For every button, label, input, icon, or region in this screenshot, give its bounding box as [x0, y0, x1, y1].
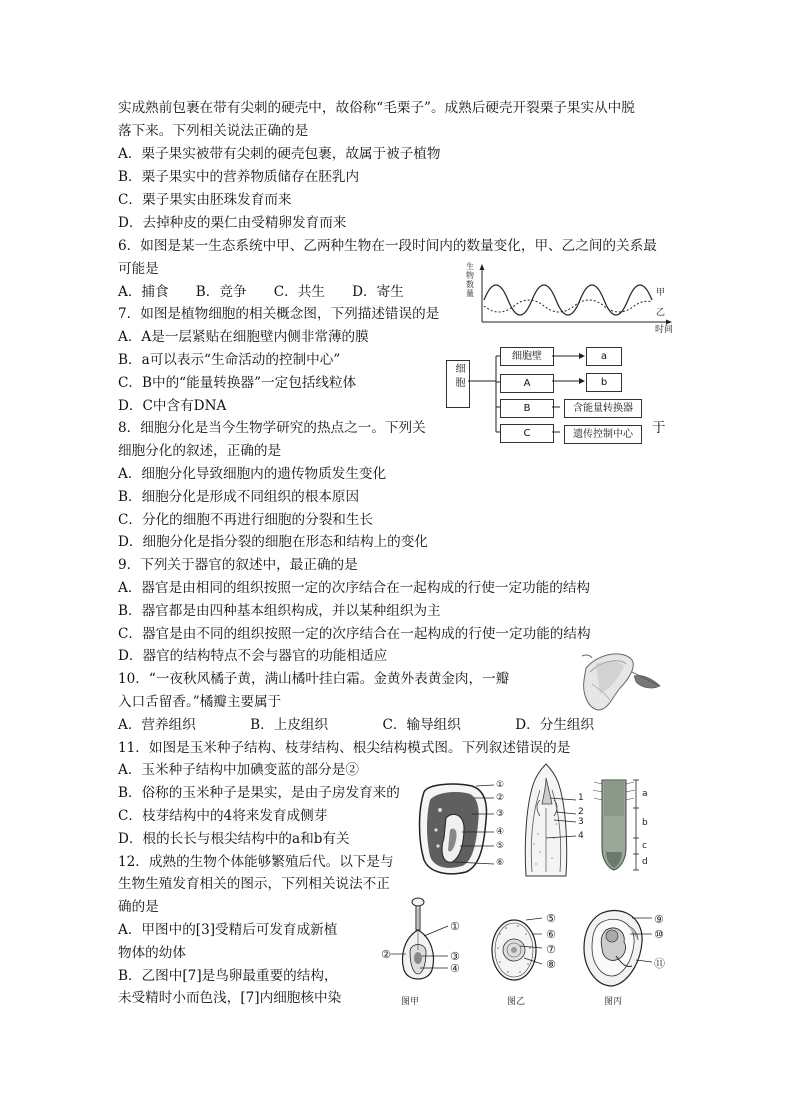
jia-label: ③ [450, 950, 460, 963]
option-line: B．俗称的玉米种子是果实，是由子房发育来的 [118, 785, 400, 801]
question-6-stem: 6．如图是某一生态系统中甲、乙两种生物在一段时间内的数量变化，甲、乙之间的关系最 [118, 238, 657, 254]
concept-box-cell-wall: 细胞壁 [500, 347, 554, 366]
root-label: a [642, 789, 648, 799]
series-jia-label: 甲 [656, 288, 666, 298]
option-line: A．营养组织 B．上皮组织 C．输导组织 D．分生组织 [118, 717, 595, 733]
option-line: C．分化的细胞不再进行细胞的分裂和生长 [118, 512, 374, 528]
option-line: C．B中的“能量转换器”一定包括线粒体 [118, 375, 357, 391]
option-line: D．器官的结构特点不会与器官的功能相适应 [118, 648, 388, 664]
x-axis-label: 时间 [655, 325, 674, 335]
text-line: 生物生殖发育相关的图示，下列相关说法不正 [118, 876, 390, 892]
yi-label: ⑧ [546, 958, 556, 971]
text-line: 物体的幼体 [118, 945, 186, 961]
concept-target-energy: 含能量转换器 [564, 399, 642, 418]
text-line: 可能是 [118, 261, 159, 277]
question-9-stem: 9．下列关于器官的叙述中，最正确的是 [118, 557, 358, 573]
bing-label: ⑪ [654, 957, 665, 970]
bird-egg-diagram [488, 912, 548, 988]
bing-label: ⑩ [654, 928, 664, 941]
text-line: 入口舌留香。”橘瓣主要属于 [118, 694, 282, 710]
option-line: A．细胞分化导致细胞内的遗传物质发生变化 [118, 466, 387, 482]
root-label: b [642, 818, 648, 828]
concept-box-B: B [500, 399, 554, 418]
seed-label: ⑤ [496, 841, 505, 851]
question-12-stem: 12．成熟的生物个体能够繁殖后代。以下是与 [118, 854, 394, 870]
option-line: B．乙图中[7]是鸟卵最重要的结构， [118, 968, 338, 984]
yi-label: ⑥ [546, 928, 556, 941]
option-line: C．枝芽结构中的4将来发育成侧芽 [118, 808, 328, 824]
text-line: 落下来。下列相关说法正确的是 [118, 123, 309, 139]
option-line: A．捕食 B．竞争 C．共生 D．寄生 [118, 284, 404, 300]
concept-target-a: a [586, 347, 622, 366]
question-7-stem: 7．如图是植物细胞的相关概念图，下列描述错误的是 [118, 306, 440, 322]
option-line: D．根的长长与根尖结构中的a和b有关 [118, 831, 350, 847]
caption-bing: 图丙 [604, 997, 623, 1007]
option-line: C．栗子果实由胚珠发育而来 [118, 192, 292, 208]
question-10-stem: 10．“一夜秋风橘子黄，满山橘叶挂白霜。金黄外表黄金肉，一瓣 [118, 671, 510, 687]
yi-label: ⑦ [546, 943, 556, 956]
jia-label: ② [381, 948, 391, 961]
option-line: A．甲图中的[3]受精后可发育成新植 [118, 922, 338, 938]
option-line: D．C中含有DNA [118, 398, 227, 414]
caption-jia: 图甲 [401, 997, 420, 1007]
seed-label: ① [496, 780, 505, 790]
root-label: d [642, 857, 648, 867]
y-axis-label-char: 物 [466, 271, 474, 280]
root-label: c [642, 841, 647, 851]
yi-label: ⑤ [546, 912, 556, 925]
y-axis-label-char: 数 [466, 280, 474, 289]
series-jia-curve [484, 285, 652, 315]
text-line: 细胞分化的叙述，正确的是 [118, 443, 282, 459]
text-line: 确的是 [118, 899, 159, 915]
option-line: D．去掉种皮的栗仁由受精卵发育而来 [118, 215, 347, 231]
option-line: B．器官都是由四种基本组织构成，并以某种组织为主 [118, 603, 441, 619]
orange-segment-image [580, 650, 664, 714]
bud-label: 1 [578, 793, 584, 803]
fetus-diagram [580, 906, 656, 992]
concept-box-C: C [500, 424, 554, 443]
jia-label: ① [450, 920, 460, 933]
jia-label: ④ [450, 962, 460, 975]
series-yi-label: 乙 [656, 308, 666, 318]
concept-target-b: b [586, 373, 622, 392]
option-line: B．栗子果实中的营养物质储存在胚乳内 [118, 169, 360, 185]
bud-label: 2 [578, 807, 584, 817]
option-line: C．器官是由不同的组织按照一定的次序结合在一起构成的行使一定功能的结构 [118, 626, 591, 642]
option-line: B．a可以表示“生命活动的控制中心” [118, 352, 341, 368]
seed-label: ⑥ [496, 858, 505, 868]
question-8-stem: 8．细胞分化是当今生物学研究的热点之一。下列关 [118, 420, 426, 436]
bing-label: ⑨ [654, 913, 664, 926]
option-line: A．A是一层紧贴在细胞壁内侧非常薄的膜 [118, 329, 369, 345]
flower-pistil-diagram [396, 894, 472, 994]
question-11-stem: 11．如图是玉米种子结构、枝芽结构、根尖结构模式图。下列叙述错误的是 [118, 740, 571, 756]
seed-label: ④ [496, 827, 505, 837]
caption-yi: 图乙 [507, 997, 526, 1007]
text-line: 于 [652, 420, 666, 436]
y-axis-label-char: 量 [466, 289, 474, 298]
corn-seed-diagram [414, 780, 494, 878]
option-line: A．栗子果实被带有尖刺的硬壳包裹，故属于被子植物 [118, 146, 441, 162]
concept-box-A: A [500, 374, 554, 393]
option-line: A．器官是由相同的组织按照一定的次序结合在一起构成的行使一定功能的结构 [118, 580, 591, 596]
branch-bud-diagram [518, 764, 584, 880]
bud-label: 3 [578, 817, 584, 827]
bud-label: 4 [578, 831, 584, 841]
seed-label: ② [496, 793, 505, 803]
option-line: B．细胞分化是形成不同组织的根本原因 [118, 489, 360, 505]
y-axis-label-char: 生 [466, 262, 474, 271]
root-tip-diagram [590, 776, 650, 876]
seed-label: ③ [496, 809, 505, 819]
concept-target-genetic: 遗传控制中心 [564, 425, 642, 444]
text-line: 实成熟前包裹在带有尖刺的硬壳中，故俗称“毛栗子”。成熟后硬壳开裂栗子果实从中脱 [118, 100, 635, 116]
root-box: 细胞 [446, 360, 470, 408]
text-line: 未受精时小而色浅，[7]内细胞核中染 [118, 990, 342, 1006]
option-line: A．玉米种子结构中加碘变蓝的部分是② [118, 762, 359, 778]
option-line: D．细胞分化是指分裂的细胞在形态和结构上的变化 [118, 534, 428, 550]
